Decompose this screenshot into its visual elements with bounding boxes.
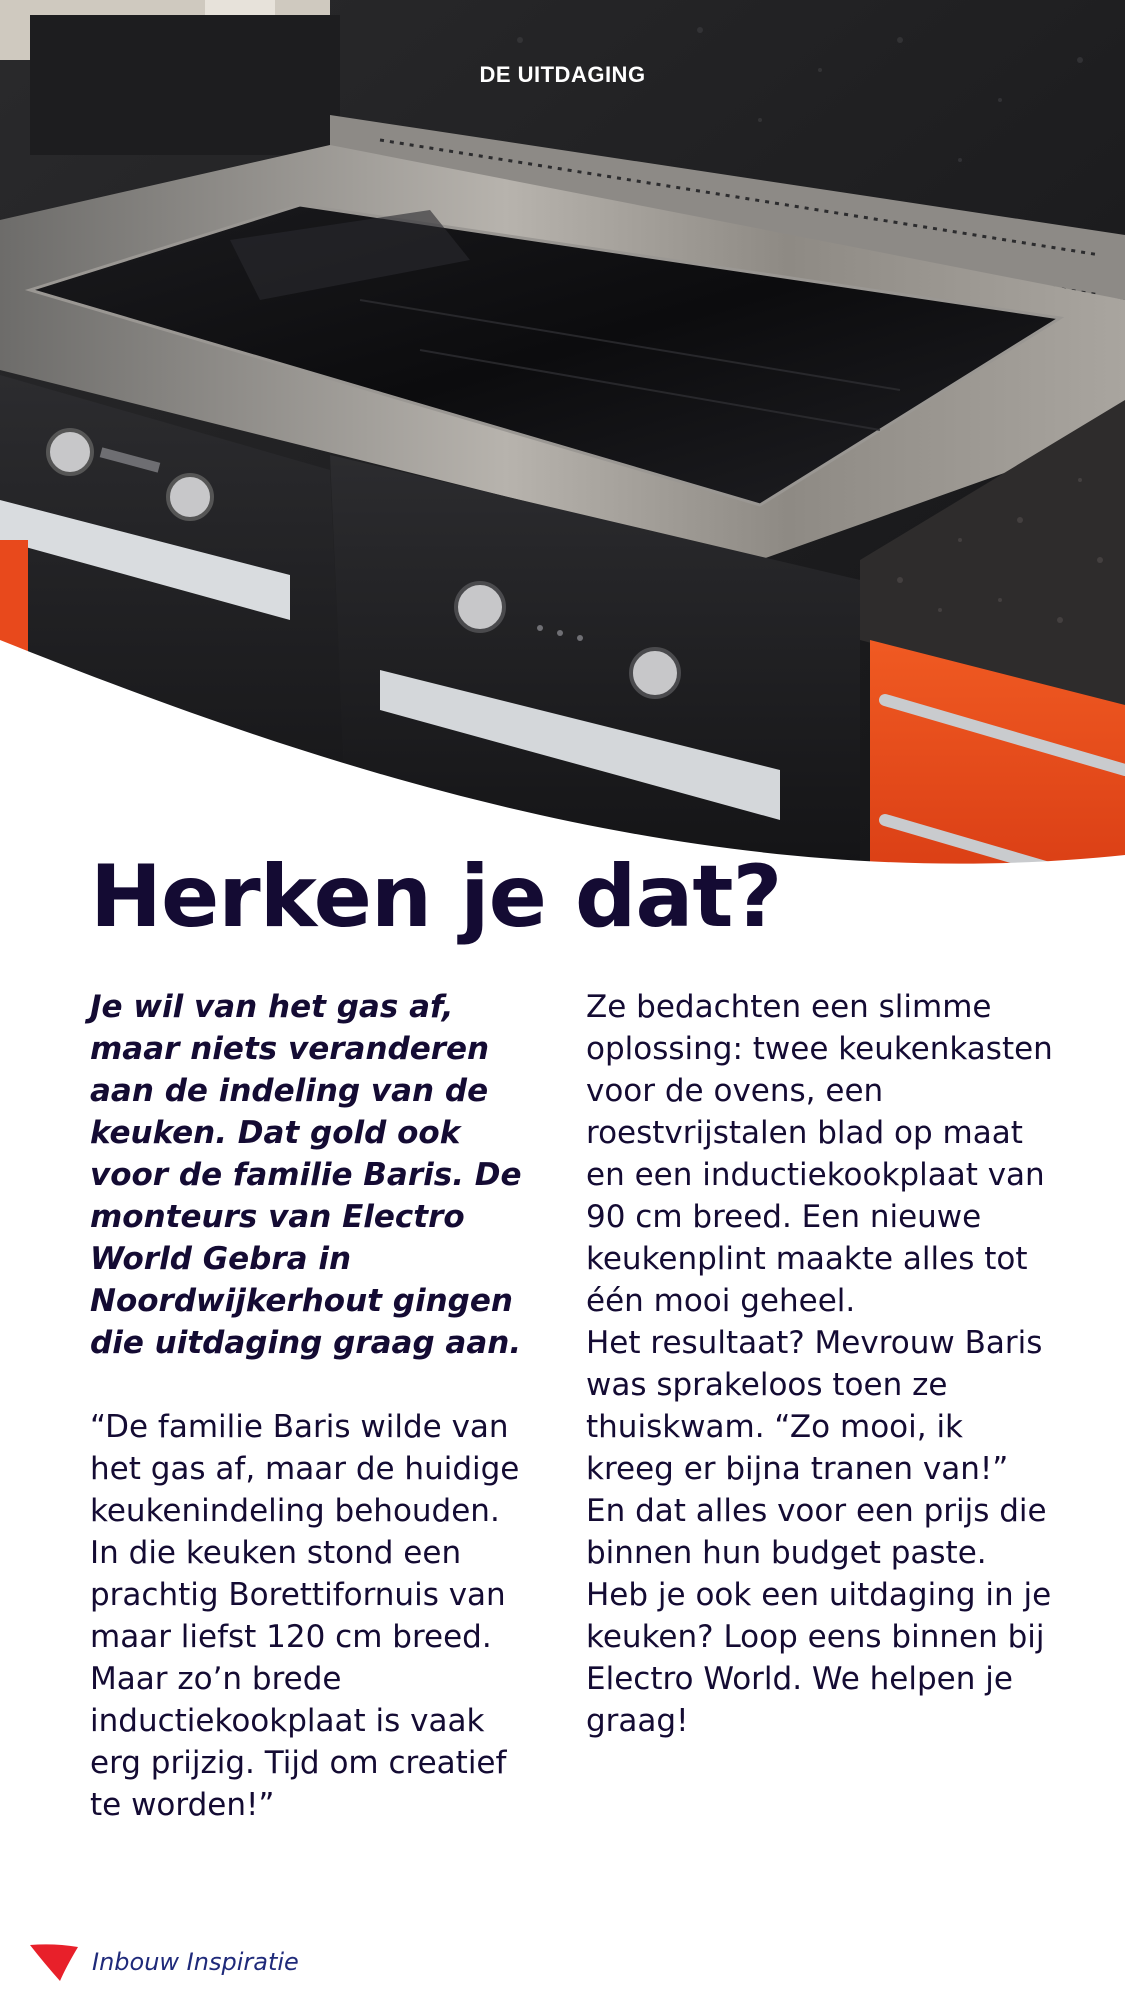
article-quote: “De familie Baris wilde van het gas af, maar de huidige keukenindeling behouden. In die keuken stond een prachtig Borettifornuis van maar liefst 120 cm breed. Maar zo’n brede inductiekookplaat is vaak erg prijzig. Tijd om creatief te worden!”: [90, 1409, 520, 1823]
article-result: Het resultaat? Mevrouw Baris was sprakeloos toen ze thuiskwam. “Zo mooi, ik kreeg er bijna tranen van!” En dat alles voor een prijs die binnen hun budget paste. Heb je ook een uitdaging in je keuken? Loop eens binnen bij Electro World. We helpen je graag!: [586, 1325, 1052, 1739]
hero-image: [0, 0, 1125, 900]
article-solution: Ze bedachten een slimme oplossing: twee keukenkasten voor de ovens, een roestvrijstalen blad op maat en een inductiekookplaat van 90 cm breed. Een nieuwe keukenplint maakte alles tot één mooi geheel.: [586, 989, 1053, 1319]
footer: [28, 1940, 299, 1984]
page-title: Herken je dat?: [90, 847, 782, 947]
kitchen-photo: [0, 0, 1125, 900]
footer-label: Inbouw Inspiratie: [92, 1948, 299, 1976]
article-column-right: [586, 986, 1056, 1742]
section-label: DE UITDAGING: [479, 62, 646, 87]
article-intro: Je wil van het gas af, maar niets veranderen aan de indeling van de keuken. Dat gold ook voor de familie Baris. De monteurs van Electro World Gebra in Noordwijkerhout gingen die uitdaging graag aan.: [90, 989, 522, 1361]
red-triangle-icon: [28, 1941, 80, 1983]
article-column-left: [90, 986, 530, 1826]
